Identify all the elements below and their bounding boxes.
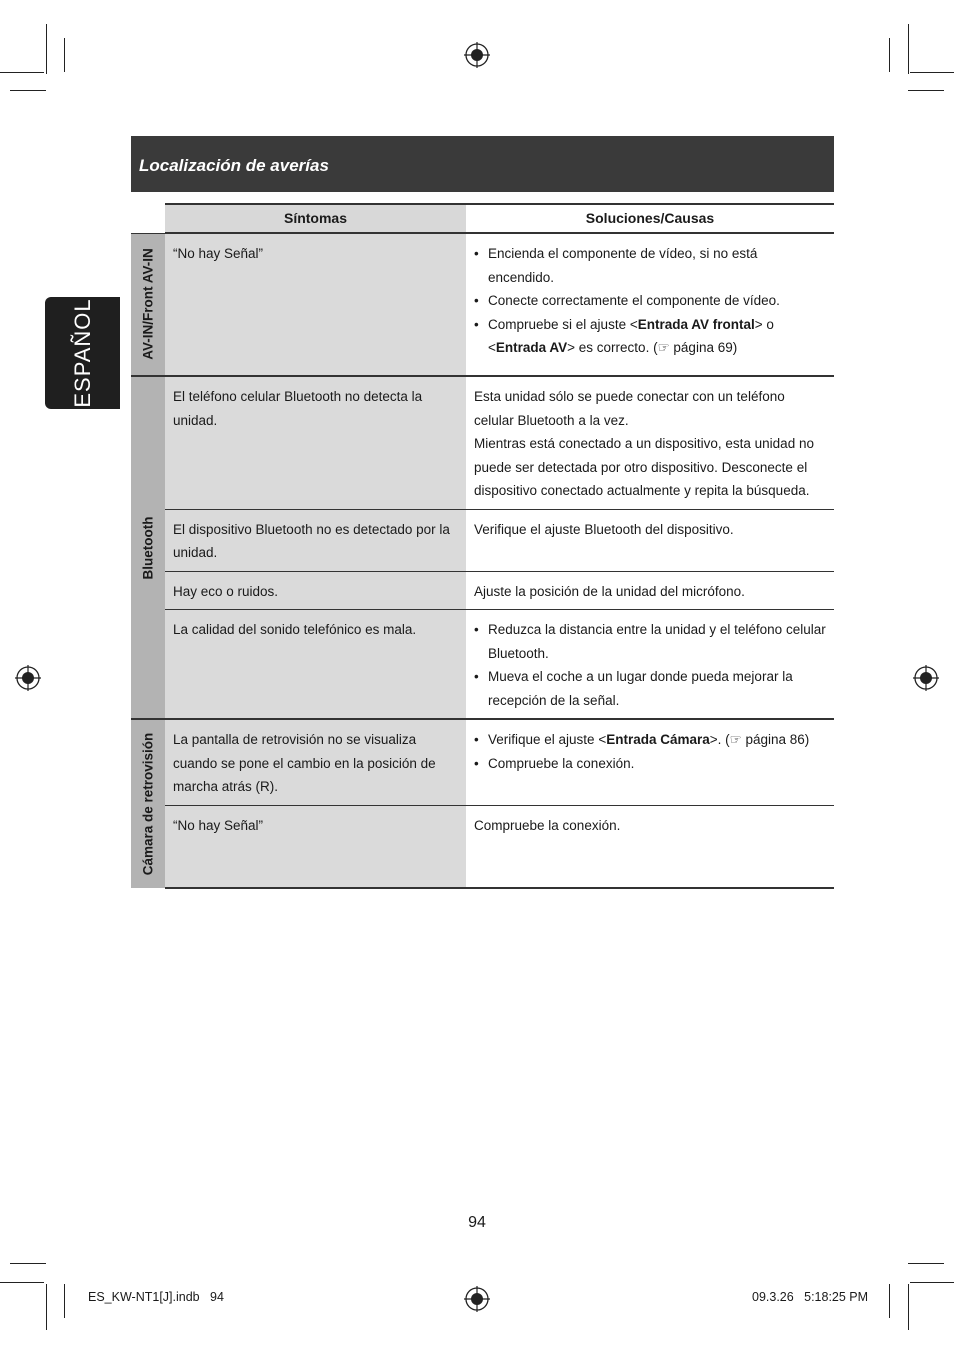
group-label: AV-IN/Front AV-IN (140, 248, 156, 360)
group-label: Bluetooth (140, 516, 156, 579)
crop-mark (0, 72, 44, 73)
list-item: • Reduzca la distancia entre la unidad y el teléfono celular Bluetooth. (488, 618, 826, 665)
crop-mark (910, 72, 954, 73)
text-run: > o < (488, 316, 774, 355)
setting-name: Entrada AV (495, 340, 568, 355)
crop-mark (908, 90, 944, 91)
crop-mark (889, 38, 890, 72)
text-run: Compruebe si el ajuste < (488, 316, 638, 332)
table-header-row (131, 204, 834, 233)
setting-name: Entrada Cámara (606, 732, 710, 747)
troubleshooting-table (131, 203, 834, 889)
group-label-cell (131, 719, 165, 888)
crop-mark (64, 38, 65, 72)
footer-file-info: ES_KW-NT1[J].indb 94 (88, 1290, 224, 1304)
registration-mark-icon (15, 665, 41, 691)
crop-mark (10, 1263, 46, 1264)
list-item: • Conecte correctamente el componente de vídeo. (488, 289, 826, 313)
language-tab (45, 297, 120, 409)
table-row (131, 610, 834, 720)
crop-mark (46, 24, 47, 74)
table-row (131, 719, 834, 805)
section-header (131, 136, 834, 192)
list-item: • Encienda el componente de vídeo, si no está encendido. (488, 242, 826, 289)
crop-mark (908, 24, 909, 74)
crop-mark (910, 1282, 954, 1283)
language-tab-label: ESPAÑOL (69, 298, 95, 408)
registration-mark-icon (464, 42, 490, 68)
symptom-cell: El teléfono celular Bluetooth no detecta la unidad. (165, 376, 466, 509)
list-item: • Compruebe la conexión. (488, 752, 826, 776)
group-label-cell (131, 233, 165, 376)
page-number: 94 (468, 1214, 486, 1231)
symptom-cell: El dispositivo Bluetooth no es detectado por la unidad. (165, 509, 466, 571)
table-row (131, 376, 834, 509)
solution-cell: Compruebe la conexión. (466, 805, 834, 888)
table-row (131, 805, 834, 888)
crop-mark (64, 1284, 65, 1318)
registration-mark-icon (913, 665, 939, 691)
group-label: Cámara de retrovisión (140, 732, 156, 876)
solution-cell: Verifique el ajuste Bluetooth del dispositivo. (466, 509, 834, 571)
solution-list (474, 618, 826, 712)
solution-cell (466, 376, 834, 509)
symptom-cell: “No hay Señal” (165, 233, 466, 376)
solution-cell (466, 233, 834, 376)
list-item (488, 313, 826, 360)
registration-mark-icon (464, 1286, 490, 1312)
solution-list (474, 242, 826, 360)
group-label-cell (131, 376, 165, 719)
solution-list (474, 728, 826, 775)
solution-cell (466, 719, 834, 805)
footer-timestamp: 09.3.26 5:18:25 PM (752, 1290, 869, 1304)
setting-name: Entrada AV frontal (637, 316, 755, 332)
table-corner (131, 204, 165, 233)
table-row (131, 233, 834, 376)
symptom-cell: La pantalla de retrovisión no se visualiza cuando se pone el cambio en la posición de marcha atrás (R). (165, 719, 466, 805)
crop-mark (908, 1284, 909, 1330)
crop-mark (46, 1284, 47, 1330)
crop-mark (908, 1263, 944, 1264)
crop-mark (889, 1284, 890, 1318)
column-header-solutions: Soluciones/Causas (466, 204, 834, 233)
crop-mark (0, 1282, 44, 1283)
table-row (131, 571, 834, 610)
section-title: Localización de averías (139, 156, 329, 175)
list-item (488, 728, 826, 752)
table-row (131, 509, 834, 571)
solution-text: Mientras está conectado a un dispositivo, esta unidad no puede ser detectada por otro dispositivo. Desconecte el dispositivo conectado actualmente y repita la búsqueda. (474, 436, 814, 498)
symptom-cell: La calidad del sonido telefónico es mala. (165, 610, 466, 720)
text-run: Verifique el ajuste < (488, 732, 607, 747)
solution-text: Esta unidad sólo se puede conectar con un teléfono celular Bluetooth a la vez. (474, 389, 785, 428)
column-header-symptoms: Síntomas (165, 204, 466, 233)
text-run: > es correcto. (☞ página 69) (567, 340, 738, 355)
solution-cell: Ajuste la posición de la unidad del micrófono. (466, 571, 834, 610)
list-item: • Mueva el coche a un lugar donde pueda mejorar la recepción de la señal. (488, 665, 826, 712)
symptom-cell: “No hay Señal” (165, 805, 466, 888)
text-run: >. (☞ página 86) (709, 732, 810, 747)
crop-mark (10, 90, 46, 91)
symptom-cell: Hay eco o ruidos. (165, 571, 466, 610)
solution-cell (466, 610, 834, 720)
